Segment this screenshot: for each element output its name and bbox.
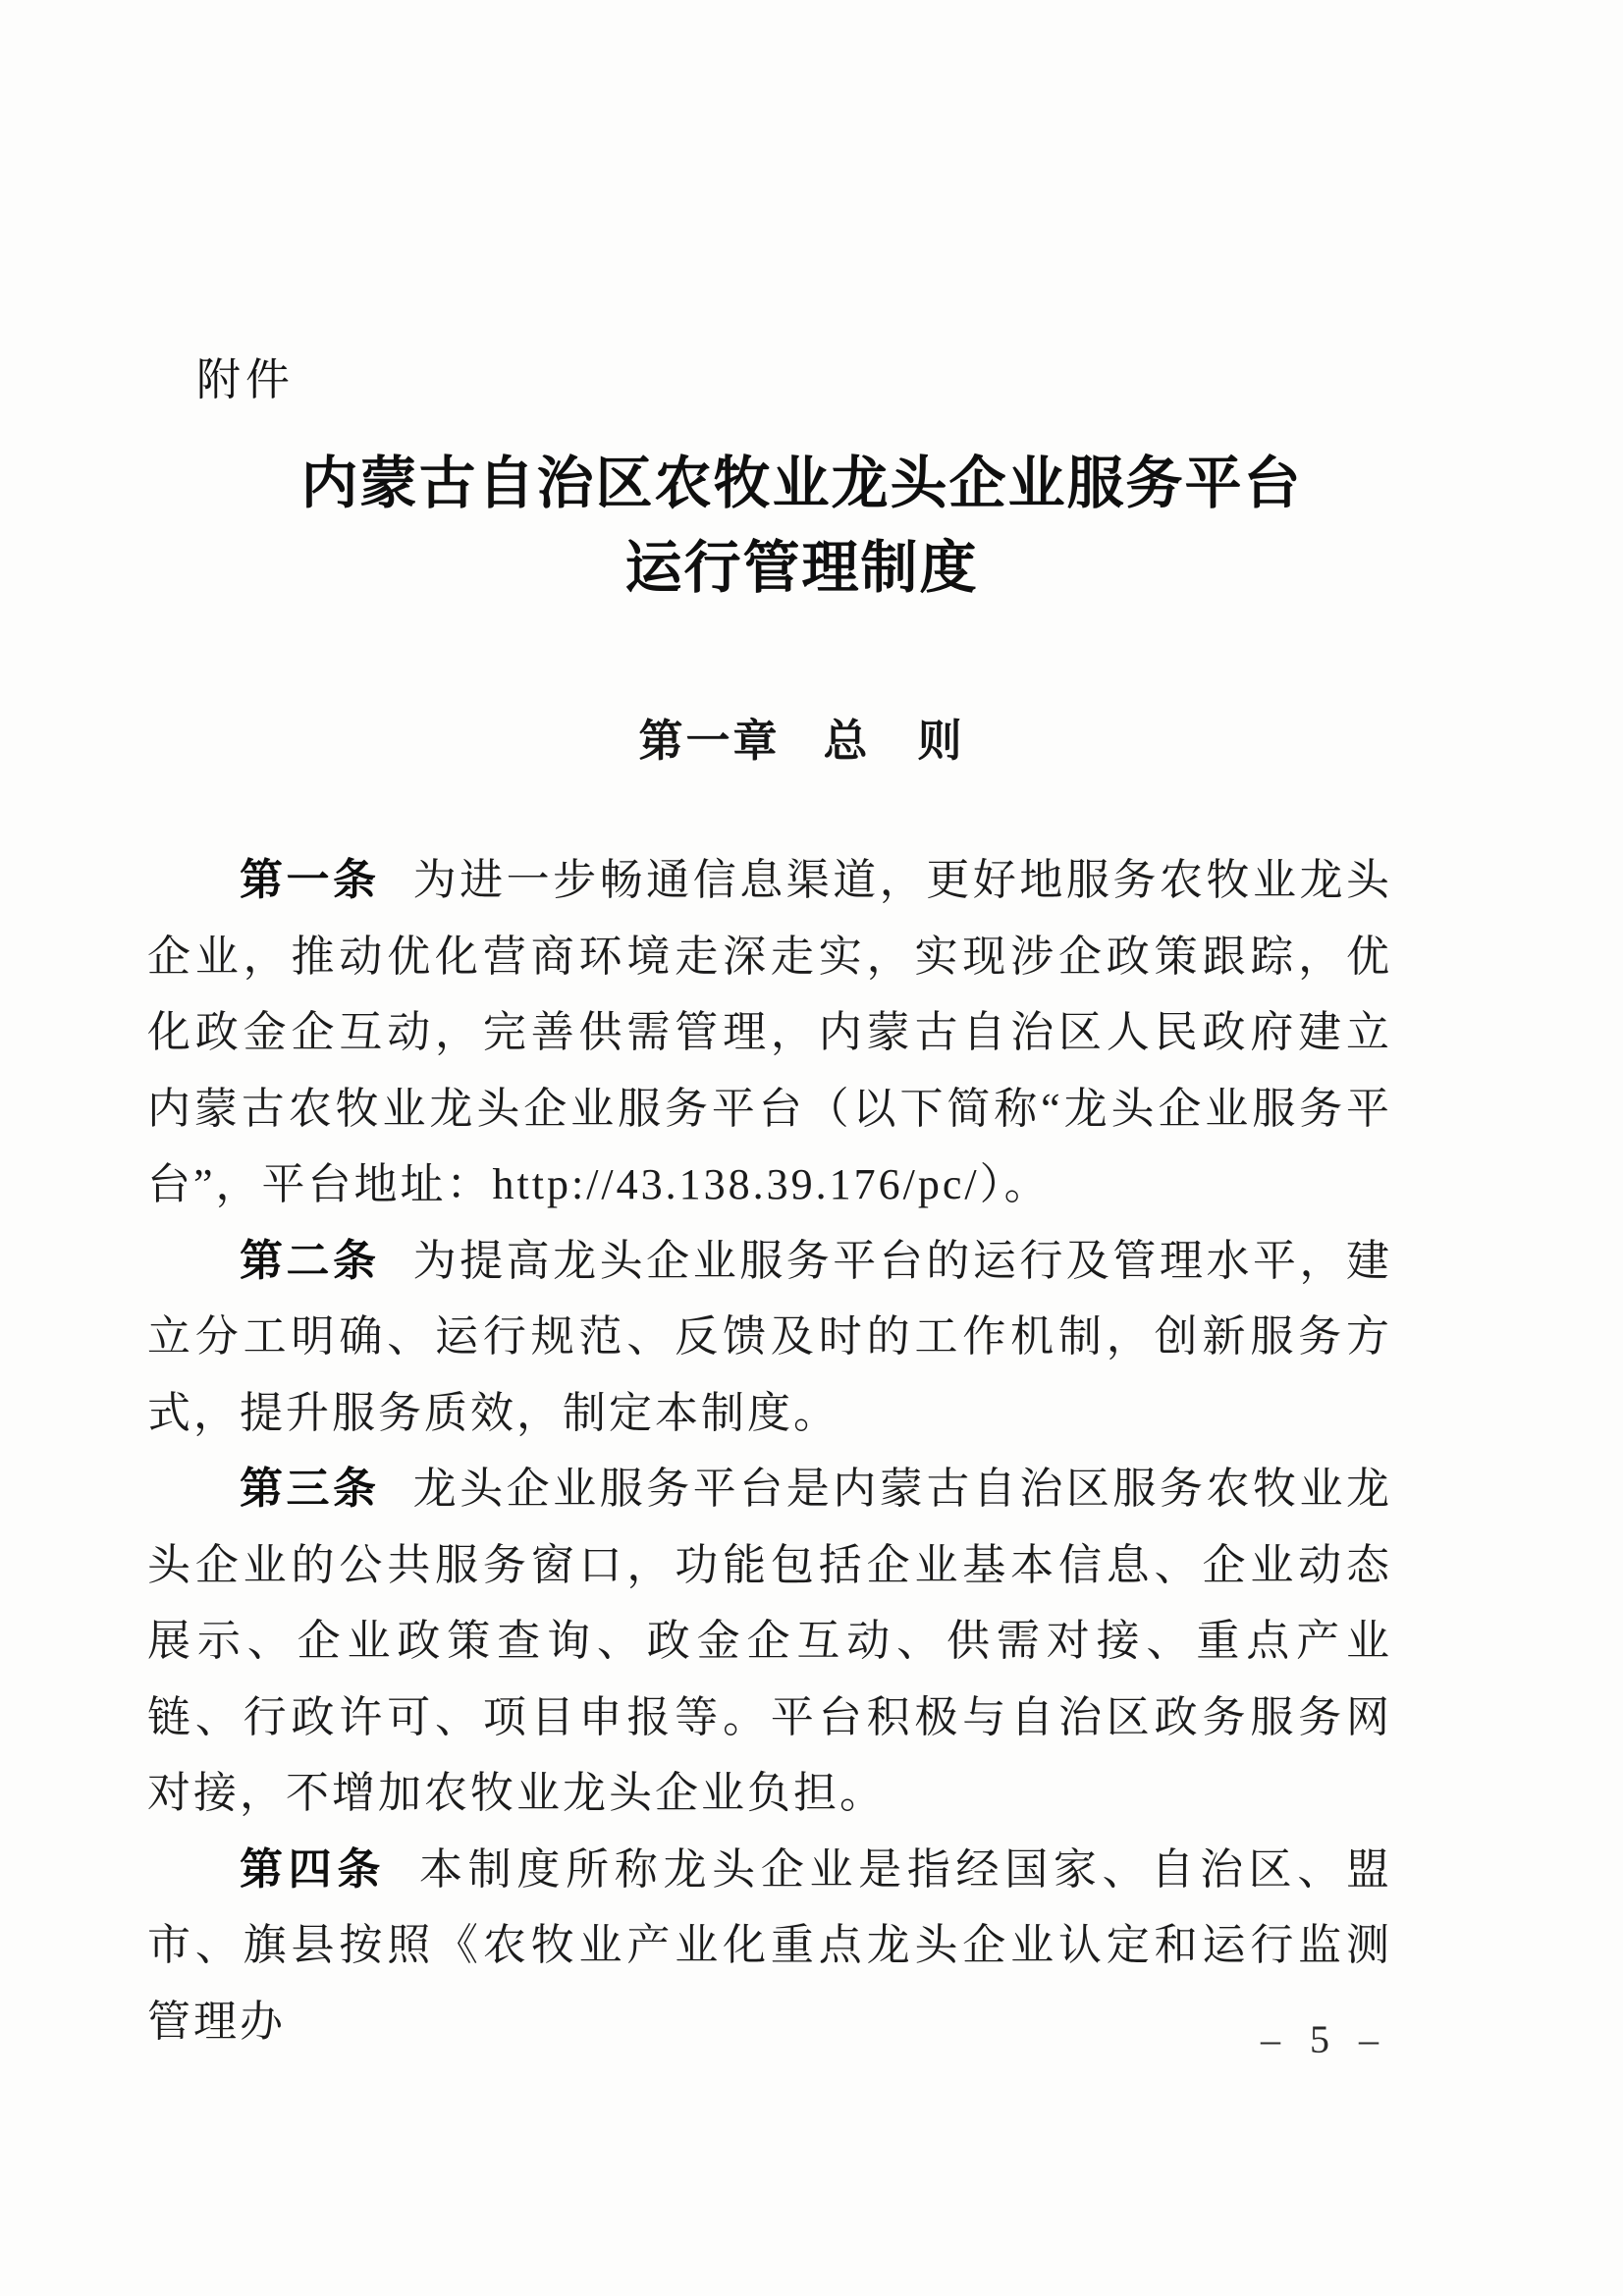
article-3-lead: 第三条: [240, 1465, 380, 1513]
article-1-text: 为进一步畅通信息渠道，更好地服务农牧业龙头企业，推动优化营商环境走深走实，实现涉企政策跟踪，优化政金企互动，完善供需管理，内蒙古自治区人民政府建立内蒙古农牧业龙头企业服务平台（以下简称“龙头企业服务平台”，平台地址：http://43.138.39.176/pc/）。: [147, 856, 1393, 1208]
title-line-2: 运行管理制度: [624, 536, 979, 600]
title-line-1: 内蒙古自治区农牧业龙头企业服务平台: [300, 452, 1303, 515]
attachment-label: 附件: [196, 355, 296, 404]
chapter-title: 总 则: [823, 716, 965, 766]
article-4-lead: 第四条: [240, 1844, 387, 1894]
article-2-text: 为提高龙头企业服务平台的运行及管理水平，建立分工明确、运行规范、反馈及时的工作机制，创新服务方式，提升服务质效，制定本制度。: [147, 1236, 1393, 1437]
article-1-paragraph: [147, 842, 1392, 1223]
article-1-lead: 第一条: [240, 856, 380, 904]
article-2-lead: 第二条: [240, 1236, 380, 1285]
document-body: [147, 842, 1392, 2059]
page-number: – 5 –: [1261, 2017, 1388, 2061]
chapter-number: 第一章: [638, 716, 781, 766]
article-4-paragraph: [147, 1832, 1392, 2060]
article-3-paragraph: [147, 1451, 1392, 1832]
chapter-heading: [0, 705, 1603, 769]
document-title: [0, 442, 1603, 611]
article-3-text: 龙头企业服务平台是内蒙古自治区服务农牧业龙头企业的公共服务窗口，功能包括企业基本信息、企业动态展示、企业政策查询、政金企互动、供需对接、重点产业链、行政许可、项目申报等。平台积极与自治区政务服务网对接，不增加农牧业龙头企业负担。: [147, 1465, 1393, 1817]
article-4-text: 本制度所称龙头企业是指经国家、自治区、盟市、旗县按照《农牧业产业化重点龙头企业认定和运行监测管理办: [147, 1844, 1392, 2046]
article-2-paragraph: [147, 1223, 1392, 1452]
